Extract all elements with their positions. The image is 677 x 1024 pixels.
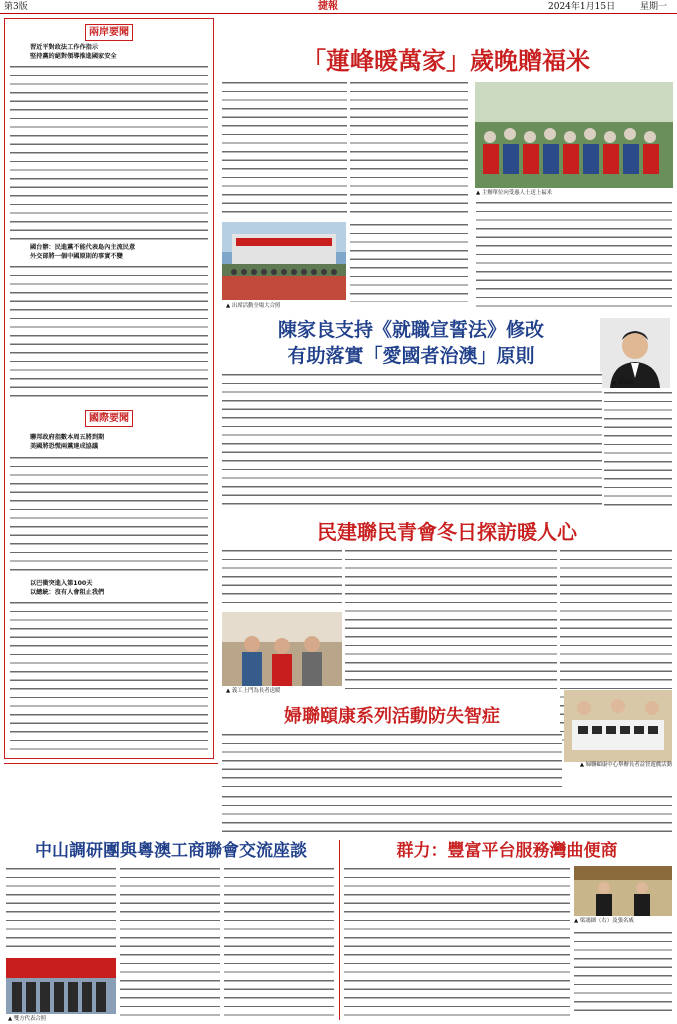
headline-zhongshan: 中山調研團與粵澳工商聯會交流座談 bbox=[35, 841, 307, 861]
section-cross-strait-news: 兩岸要聞 bbox=[85, 24, 133, 39]
article-text-block bbox=[10, 600, 208, 750]
article-text-block bbox=[10, 264, 208, 404]
photo-delegation bbox=[6, 958, 116, 1014]
article-text-block bbox=[10, 64, 208, 242]
photo-caption: ▲ 雙方代表合照 bbox=[8, 1016, 47, 1022]
headline-chan-kalong-2: 有助落實「愛國者治澳」原則 bbox=[287, 345, 535, 367]
subheadline-mfa: 外交部將一個中國原則的事實不變 bbox=[30, 253, 123, 260]
article-text-block bbox=[222, 794, 672, 836]
visit-photo-image bbox=[222, 612, 342, 686]
section-international-news: 國際要聞 bbox=[85, 410, 133, 425]
issue-date: 2024年1月15日 bbox=[548, 2, 616, 12]
photo-group-school bbox=[222, 222, 346, 300]
article-text-block bbox=[10, 455, 208, 575]
article-text-block bbox=[222, 372, 602, 512]
weekday: 星期一 bbox=[640, 2, 668, 12]
headline-dab-youth: 民建聯民青會冬日探訪暖人心 bbox=[317, 520, 577, 544]
headline-kwan-lik: 群力：豐富平台服務灣曲便商 bbox=[396, 841, 618, 861]
headline-womens-assoc: 婦聯頤康系列活動防失智症 bbox=[284, 706, 500, 727]
column-divider bbox=[339, 840, 340, 1020]
article-text-block bbox=[476, 200, 672, 308]
photo-caption: ▲ 梁鴻細（右）及張名威 bbox=[574, 918, 634, 924]
photo-caption: ▲ 陳家良 bbox=[612, 380, 635, 386]
headline-chan-kalong-1: 陳家良支持《就職宣誓法》修改 bbox=[277, 319, 544, 341]
crowd-photo-image bbox=[475, 82, 673, 188]
article-text-block bbox=[222, 548, 342, 610]
group-photo-image bbox=[222, 222, 346, 300]
photo-caption: ▲ 出席活動全場大合照 bbox=[226, 303, 281, 309]
photo-senior-games bbox=[564, 690, 672, 762]
divider bbox=[4, 763, 218, 764]
headline-tao: 國台辦：民進黨不能代表島內主流民意 bbox=[30, 244, 136, 251]
article-text-block bbox=[574, 930, 672, 1018]
article-text-block bbox=[350, 80, 468, 220]
article-text-block bbox=[345, 548, 557, 696]
article-text-block bbox=[604, 390, 672, 512]
article-text-block bbox=[120, 866, 220, 1018]
senior-photo-image bbox=[564, 690, 672, 762]
photo-caption: ▲ 主辦單位向受惠人士送上福米 bbox=[476, 190, 552, 196]
delegation-photo-image bbox=[6, 958, 116, 1014]
photo-speakers bbox=[574, 866, 672, 916]
photo-rice-distribution bbox=[475, 82, 673, 188]
photo-portrait bbox=[600, 318, 670, 388]
article-text-block bbox=[6, 866, 116, 954]
article-text-block bbox=[344, 866, 570, 1018]
headline-lotus-rice: 「蓮峰暖萬家」歲晚贈福米 bbox=[302, 47, 590, 75]
page-number: 第3版 bbox=[4, 2, 28, 12]
portrait-image bbox=[600, 318, 670, 388]
headline-xi-political: 習近平對政法工作作指示 bbox=[30, 44, 99, 51]
page-header bbox=[0, 0, 677, 14]
headline-us-funding: 聯邦政府指數本周五將到期 bbox=[30, 434, 105, 441]
subheadline-israel-president: 以總統：沒有人會阻止我們 bbox=[30, 589, 105, 596]
article-text-block bbox=[222, 80, 347, 220]
photo-volunteer-visit bbox=[222, 612, 342, 686]
paper-name: 捷報 bbox=[318, 1, 338, 12]
photo-caption: ▲ 義工上門為長者送暖 bbox=[226, 688, 281, 694]
subheadline-us-parties: 美國將恐慌兩黨達成協議 bbox=[30, 443, 99, 450]
subheadline-national-security: 堅持黨的絕對領導推進國家安全 bbox=[30, 53, 117, 60]
article-text-block bbox=[224, 866, 334, 1018]
headline-israel-palestine: 以巴衝突進入第100天 bbox=[30, 580, 93, 587]
article-text-block bbox=[350, 222, 468, 302]
photo-caption: ▲ 婦聯頤康中心舉辦長者益智遊戲活動 bbox=[579, 762, 672, 768]
speakers-photo-image bbox=[574, 866, 672, 916]
